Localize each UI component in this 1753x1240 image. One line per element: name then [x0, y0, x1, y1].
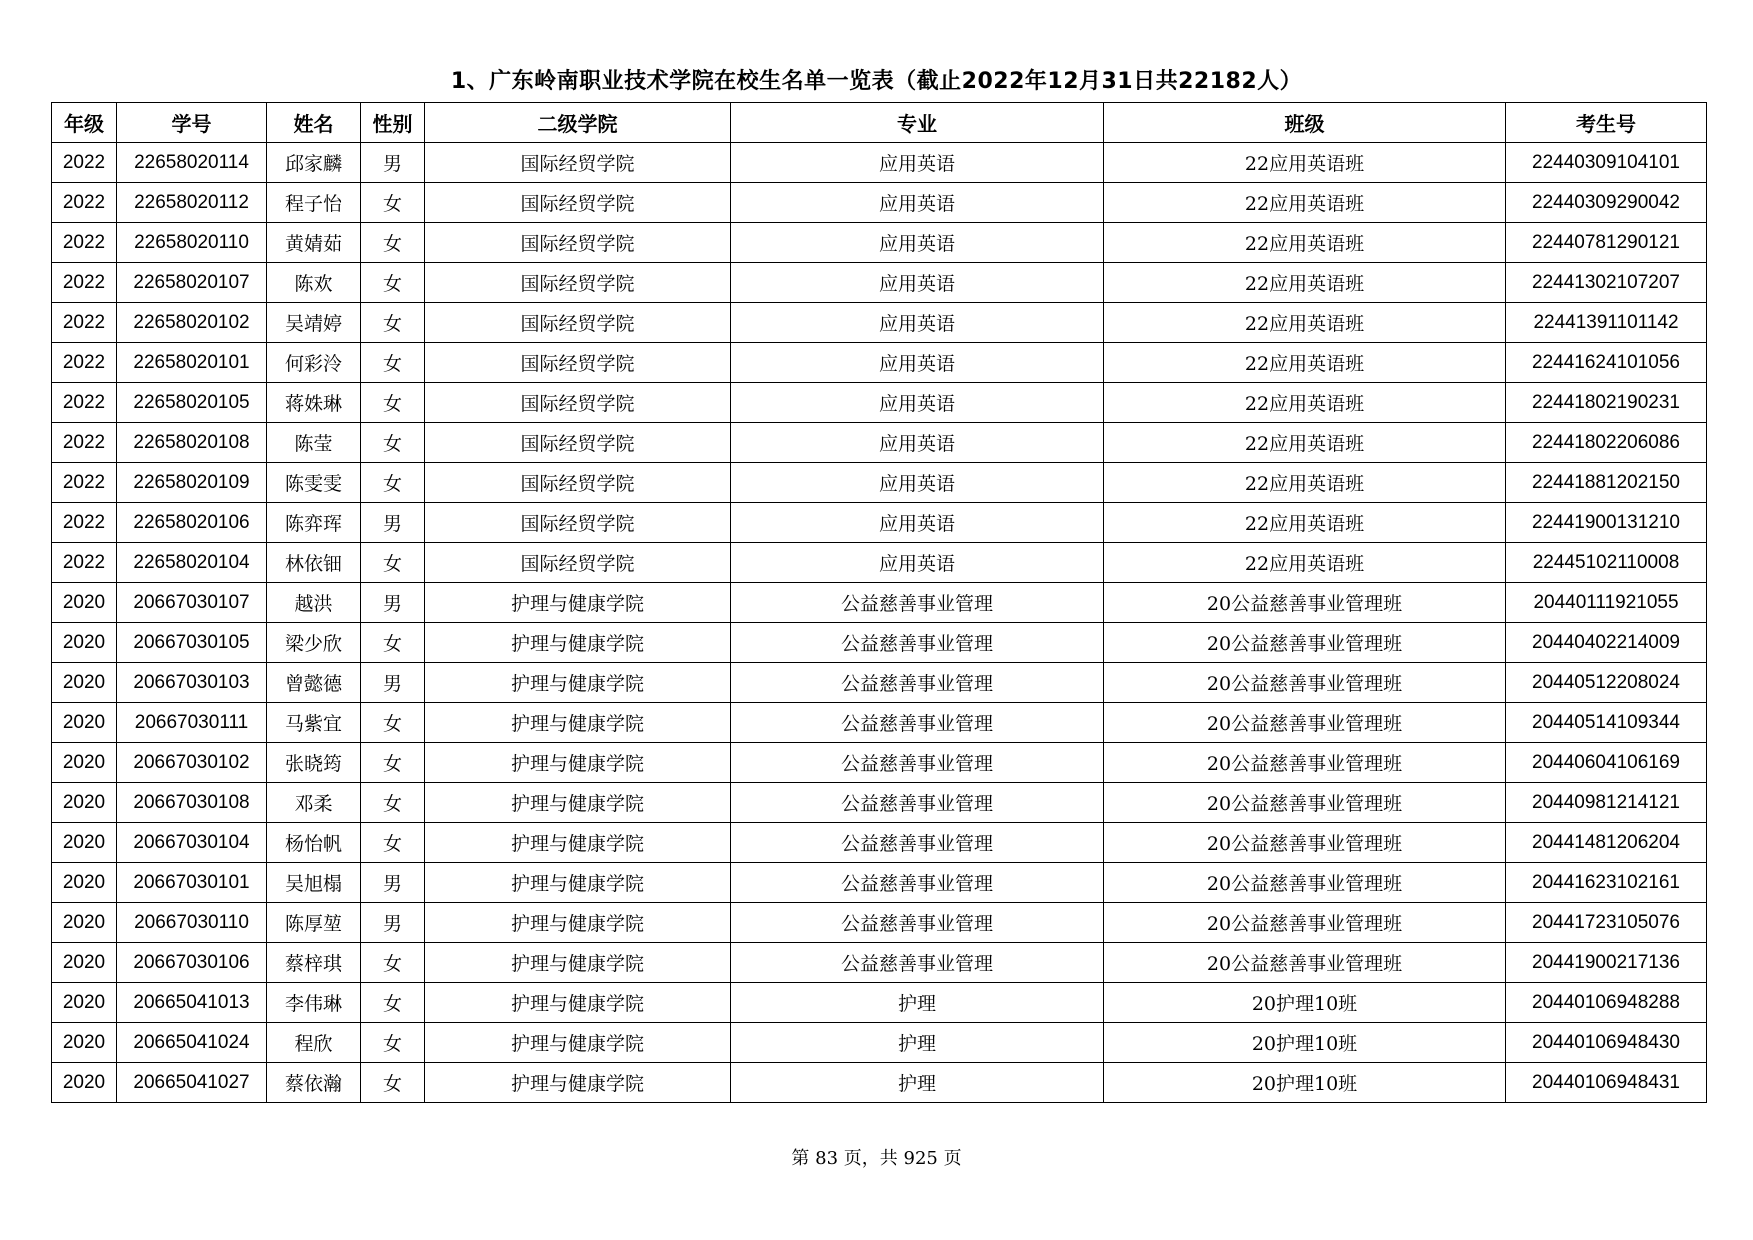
page-footer: 第 83 页，共 925 页: [791, 1148, 962, 1169]
cell-exam-id: 20441623102161: [1506, 863, 1707, 903]
cell-grade: 2020: [52, 863, 117, 903]
cell-grade: 2022: [52, 183, 117, 223]
cell-gender: 女: [361, 783, 425, 823]
cell-name: 张晓筠: [267, 743, 361, 783]
cell-major: 公益慈善事业管理: [731, 663, 1104, 703]
cell-class: 22应用英语班: [1104, 143, 1506, 183]
table-row: [52, 1023, 1707, 1063]
cell-name: 吴靖婷: [267, 303, 361, 343]
cell-class: 22应用英语班: [1104, 263, 1506, 303]
cell-gender: 女: [361, 543, 425, 583]
cell-gender: 女: [361, 303, 425, 343]
cell-student-id: 20667030104: [117, 823, 267, 863]
cell-exam-id: 20440512208024: [1506, 663, 1707, 703]
cell-college: 护理与健康学院: [425, 743, 731, 783]
cell-class: 20护理10班: [1104, 983, 1506, 1023]
cell-college: 护理与健康学院: [425, 1063, 731, 1103]
cell-exam-id: 20440981214121: [1506, 783, 1707, 823]
cell-grade: 2020: [52, 703, 117, 743]
cell-major: 应用英语: [731, 423, 1104, 463]
cell-name: 林依钿: [267, 543, 361, 583]
cell-gender: 女: [361, 423, 425, 463]
cell-grade: 2020: [52, 783, 117, 823]
cell-class: 22应用英语班: [1104, 303, 1506, 343]
cell-student-id: 20667030106: [117, 943, 267, 983]
cell-major: 公益慈善事业管理: [731, 703, 1104, 743]
cell-college: 国际经贸学院: [425, 263, 731, 303]
cell-class: 20公益慈善事业管理班: [1104, 783, 1506, 823]
column-header-grade: 年级: [52, 103, 117, 143]
cell-grade: 2020: [52, 823, 117, 863]
table-row: [52, 223, 1707, 263]
table-row: [52, 823, 1707, 863]
cell-major: 应用英语: [731, 463, 1104, 503]
cell-name: 蔡依瀚: [267, 1063, 361, 1103]
cell-gender: 女: [361, 703, 425, 743]
header-row: [52, 103, 1707, 143]
table-row: [52, 463, 1707, 503]
table-row: [52, 583, 1707, 623]
cell-student-id: 22658020107: [117, 263, 267, 303]
cell-grade: 2022: [52, 303, 117, 343]
cell-major: 应用英语: [731, 383, 1104, 423]
table-body: [52, 143, 1707, 1103]
cell-college: 护理与健康学院: [425, 783, 731, 823]
cell-student-id: 22658020112: [117, 183, 267, 223]
cell-class: 22应用英语班: [1104, 223, 1506, 263]
cell-name: 马紫宜: [267, 703, 361, 743]
cell-student-id: 20667030111: [117, 703, 267, 743]
cell-college: 国际经贸学院: [425, 503, 731, 543]
cell-grade: 2020: [52, 663, 117, 703]
cell-college: 国际经贸学院: [425, 303, 731, 343]
cell-major: 应用英语: [731, 183, 1104, 223]
cell-major: 护理: [731, 1063, 1104, 1103]
cell-exam-id: 22441624101056: [1506, 343, 1707, 383]
cell-class: 22应用英语班: [1104, 463, 1506, 503]
cell-name: 吴旭榻: [267, 863, 361, 903]
cell-class: 20公益慈善事业管理班: [1104, 863, 1506, 903]
cell-exam-id: 22440309290042: [1506, 183, 1707, 223]
cell-gender: 女: [361, 463, 425, 503]
cell-gender: 女: [361, 743, 425, 783]
cell-name: 杨怡帆: [267, 823, 361, 863]
table-row: [52, 703, 1707, 743]
cell-grade: 2020: [52, 583, 117, 623]
table-row: [52, 663, 1707, 703]
cell-class: 20公益慈善事业管理班: [1104, 663, 1506, 703]
cell-college: 护理与健康学院: [425, 583, 731, 623]
cell-gender: 男: [361, 143, 425, 183]
table-row: [52, 343, 1707, 383]
table-row: [52, 943, 1707, 983]
cell-student-id: 22658020109: [117, 463, 267, 503]
cell-major: 公益慈善事业管理: [731, 903, 1104, 943]
cell-exam-id: 22440781290121: [1506, 223, 1707, 263]
cell-exam-id: 20440106948431: [1506, 1063, 1707, 1103]
cell-major: 公益慈善事业管理: [731, 943, 1104, 983]
cell-grade: 2022: [52, 343, 117, 383]
cell-gender: 女: [361, 223, 425, 263]
table-row: [52, 783, 1707, 823]
cell-college: 护理与健康学院: [425, 863, 731, 903]
cell-gender: 女: [361, 983, 425, 1023]
column-header-class: 班级: [1104, 103, 1506, 143]
cell-major: 公益慈善事业管理: [731, 863, 1104, 903]
cell-class: 20公益慈善事业管理班: [1104, 743, 1506, 783]
cell-gender: 女: [361, 823, 425, 863]
cell-major: 公益慈善事业管理: [731, 623, 1104, 663]
cell-gender: 女: [361, 623, 425, 663]
cell-name: 邱家麟: [267, 143, 361, 183]
cell-student-id: 20667030107: [117, 583, 267, 623]
cell-gender: 男: [361, 663, 425, 703]
cell-exam-id: 22441802206086: [1506, 423, 1707, 463]
cell-name: 陈雯雯: [267, 463, 361, 503]
cell-student-id: 20667030108: [117, 783, 267, 823]
cell-major: 应用英语: [731, 143, 1104, 183]
cell-college: 国际经贸学院: [425, 183, 731, 223]
cell-grade: 2020: [52, 623, 117, 663]
cell-exam-id: 20440402214009: [1506, 623, 1707, 663]
cell-major: 应用英语: [731, 343, 1104, 383]
student-roster-table: [51, 102, 1707, 1103]
cell-name: 程子怡: [267, 183, 361, 223]
cell-college: 国际经贸学院: [425, 343, 731, 383]
cell-name: 陈欢: [267, 263, 361, 303]
cell-class: 20公益慈善事业管理班: [1104, 903, 1506, 943]
table-row: [52, 743, 1707, 783]
cell-grade: 2020: [52, 943, 117, 983]
cell-exam-id: 22441881202150: [1506, 463, 1707, 503]
cell-grade: 2022: [52, 223, 117, 263]
cell-student-id: 22658020114: [117, 143, 267, 183]
cell-college: 国际经贸学院: [425, 383, 731, 423]
cell-gender: 男: [361, 503, 425, 543]
page-title: 1、广东岭南职业技术学院在校生名单一览表（截止2022年12月31日共22182人）: [450, 69, 1303, 94]
table-header: [52, 103, 1707, 143]
cell-major: 应用英语: [731, 263, 1104, 303]
cell-college: 国际经贸学院: [425, 223, 731, 263]
cell-class: 22应用英语班: [1104, 343, 1506, 383]
cell-gender: 女: [361, 263, 425, 303]
column-header-gender: 性别: [361, 103, 425, 143]
cell-name: 陈莹: [267, 423, 361, 463]
cell-name: 蔡梓琪: [267, 943, 361, 983]
cell-grade: 2022: [52, 383, 117, 423]
cell-grade: 2022: [52, 423, 117, 463]
cell-college: 国际经贸学院: [425, 143, 731, 183]
cell-class: 22应用英语班: [1104, 183, 1506, 223]
column-header-major: 专业: [731, 103, 1104, 143]
cell-grade: 2022: [52, 503, 117, 543]
cell-student-id: 20667030101: [117, 863, 267, 903]
cell-grade: 2022: [52, 143, 117, 183]
cell-exam-id: 20440106948288: [1506, 983, 1707, 1023]
cell-student-id: 20667030102: [117, 743, 267, 783]
cell-grade: 2022: [52, 543, 117, 583]
cell-college: 护理与健康学院: [425, 903, 731, 943]
table-row: [52, 983, 1707, 1023]
cell-name: 梁少欣: [267, 623, 361, 663]
cell-college: 护理与健康学院: [425, 663, 731, 703]
cell-student-id: 20667030105: [117, 623, 267, 663]
cell-exam-id: 20440604106169: [1506, 743, 1707, 783]
cell-gender: 男: [361, 583, 425, 623]
cell-college: 护理与健康学院: [425, 943, 731, 983]
cell-student-id: 22658020108: [117, 423, 267, 463]
table-row: [52, 143, 1707, 183]
cell-exam-id: 20441723105076: [1506, 903, 1707, 943]
table-row: [52, 623, 1707, 663]
cell-name: 李伟琳: [267, 983, 361, 1023]
cell-gender: 男: [361, 903, 425, 943]
cell-exam-id: 20440111921055: [1506, 583, 1707, 623]
cell-major: 护理: [731, 1023, 1104, 1063]
table-row: [52, 543, 1707, 583]
cell-gender: 男: [361, 863, 425, 903]
cell-college: 护理与健康学院: [425, 703, 731, 743]
cell-name: 曾懿德: [267, 663, 361, 703]
cell-class: 20公益慈善事业管理班: [1104, 583, 1506, 623]
table-row: [52, 1063, 1707, 1103]
cell-gender: 女: [361, 343, 425, 383]
table-row: [52, 903, 1707, 943]
table-row: [52, 383, 1707, 423]
column-header-exam-id: 考生号: [1506, 103, 1707, 143]
table-row: [52, 303, 1707, 343]
cell-major: 公益慈善事业管理: [731, 823, 1104, 863]
cell-college: 国际经贸学院: [425, 543, 731, 583]
cell-college: 护理与健康学院: [425, 983, 731, 1023]
cell-grade: 2022: [52, 263, 117, 303]
cell-exam-id: 20441481206204: [1506, 823, 1707, 863]
cell-name: 陈弈珲: [267, 503, 361, 543]
cell-major: 公益慈善事业管理: [731, 583, 1104, 623]
cell-grade: 2020: [52, 983, 117, 1023]
cell-grade: 2020: [52, 1023, 117, 1063]
cell-major: 公益慈善事业管理: [731, 783, 1104, 823]
cell-gender: 女: [361, 183, 425, 223]
cell-class: 20公益慈善事业管理班: [1104, 943, 1506, 983]
cell-major: 应用英语: [731, 303, 1104, 343]
cell-name: 邓柔: [267, 783, 361, 823]
cell-class: 20护理10班: [1104, 1063, 1506, 1103]
cell-student-id: 20665041024: [117, 1023, 267, 1063]
column-header-student-id: 学号: [117, 103, 267, 143]
cell-exam-id: 22441900131210: [1506, 503, 1707, 543]
cell-exam-id: 22440309104101: [1506, 143, 1707, 183]
cell-exam-id: 20440106948430: [1506, 1023, 1707, 1063]
table-row: [52, 183, 1707, 223]
cell-college: 护理与健康学院: [425, 1023, 731, 1063]
cell-major: 公益慈善事业管理: [731, 743, 1104, 783]
cell-student-id: 22658020106: [117, 503, 267, 543]
column-header-college: 二级学院: [425, 103, 731, 143]
cell-class: 20护理10班: [1104, 1023, 1506, 1063]
cell-major: 护理: [731, 983, 1104, 1023]
cell-student-id: 22658020102: [117, 303, 267, 343]
cell-exam-id: 20440514109344: [1506, 703, 1707, 743]
table-row: [52, 503, 1707, 543]
cell-name: 程欣: [267, 1023, 361, 1063]
cell-name: 黄婧茹: [267, 223, 361, 263]
cell-name: 陈厚堃: [267, 903, 361, 943]
cell-student-id: 20665041027: [117, 1063, 267, 1103]
table-row: [52, 423, 1707, 463]
cell-class: 20公益慈善事业管理班: [1104, 823, 1506, 863]
cell-college: 护理与健康学院: [425, 623, 731, 663]
table-row: [52, 863, 1707, 903]
cell-name: 蒋姝琳: [267, 383, 361, 423]
cell-student-id: 22658020110: [117, 223, 267, 263]
cell-name: 何彩泠: [267, 343, 361, 383]
cell-grade: 2022: [52, 463, 117, 503]
cell-class: 22应用英语班: [1104, 543, 1506, 583]
cell-exam-id: 22441391101142: [1506, 303, 1707, 343]
cell-class: 20公益慈善事业管理班: [1104, 623, 1506, 663]
cell-major: 应用英语: [731, 223, 1104, 263]
cell-college: 国际经贸学院: [425, 463, 731, 503]
cell-student-id: 20667030103: [117, 663, 267, 703]
cell-class: 22应用英语班: [1104, 423, 1506, 463]
cell-gender: 女: [361, 383, 425, 423]
cell-college: 国际经贸学院: [425, 423, 731, 463]
column-header-name: 姓名: [267, 103, 361, 143]
cell-student-id: 20665041013: [117, 983, 267, 1023]
cell-student-id: 20667030110: [117, 903, 267, 943]
cell-student-id: 22658020105: [117, 383, 267, 423]
cell-major: 应用英语: [731, 543, 1104, 583]
cell-exam-id: 22445102110008: [1506, 543, 1707, 583]
cell-name: 越洪: [267, 583, 361, 623]
cell-student-id: 22658020101: [117, 343, 267, 383]
cell-gender: 女: [361, 943, 425, 983]
table-row: [52, 263, 1707, 303]
cell-exam-id: 20441900217136: [1506, 943, 1707, 983]
cell-grade: 2020: [52, 743, 117, 783]
cell-class: 22应用英语班: [1104, 503, 1506, 543]
cell-gender: 女: [361, 1023, 425, 1063]
cell-class: 20公益慈善事业管理班: [1104, 703, 1506, 743]
cell-gender: 女: [361, 1063, 425, 1103]
cell-exam-id: 22441802190231: [1506, 383, 1707, 423]
cell-exam-id: 22441302107207: [1506, 263, 1707, 303]
cell-college: 护理与健康学院: [425, 823, 731, 863]
cell-student-id: 22658020104: [117, 543, 267, 583]
cell-grade: 2020: [52, 903, 117, 943]
cell-class: 22应用英语班: [1104, 383, 1506, 423]
cell-major: 应用英语: [731, 503, 1104, 543]
cell-grade: 2020: [52, 1063, 117, 1103]
